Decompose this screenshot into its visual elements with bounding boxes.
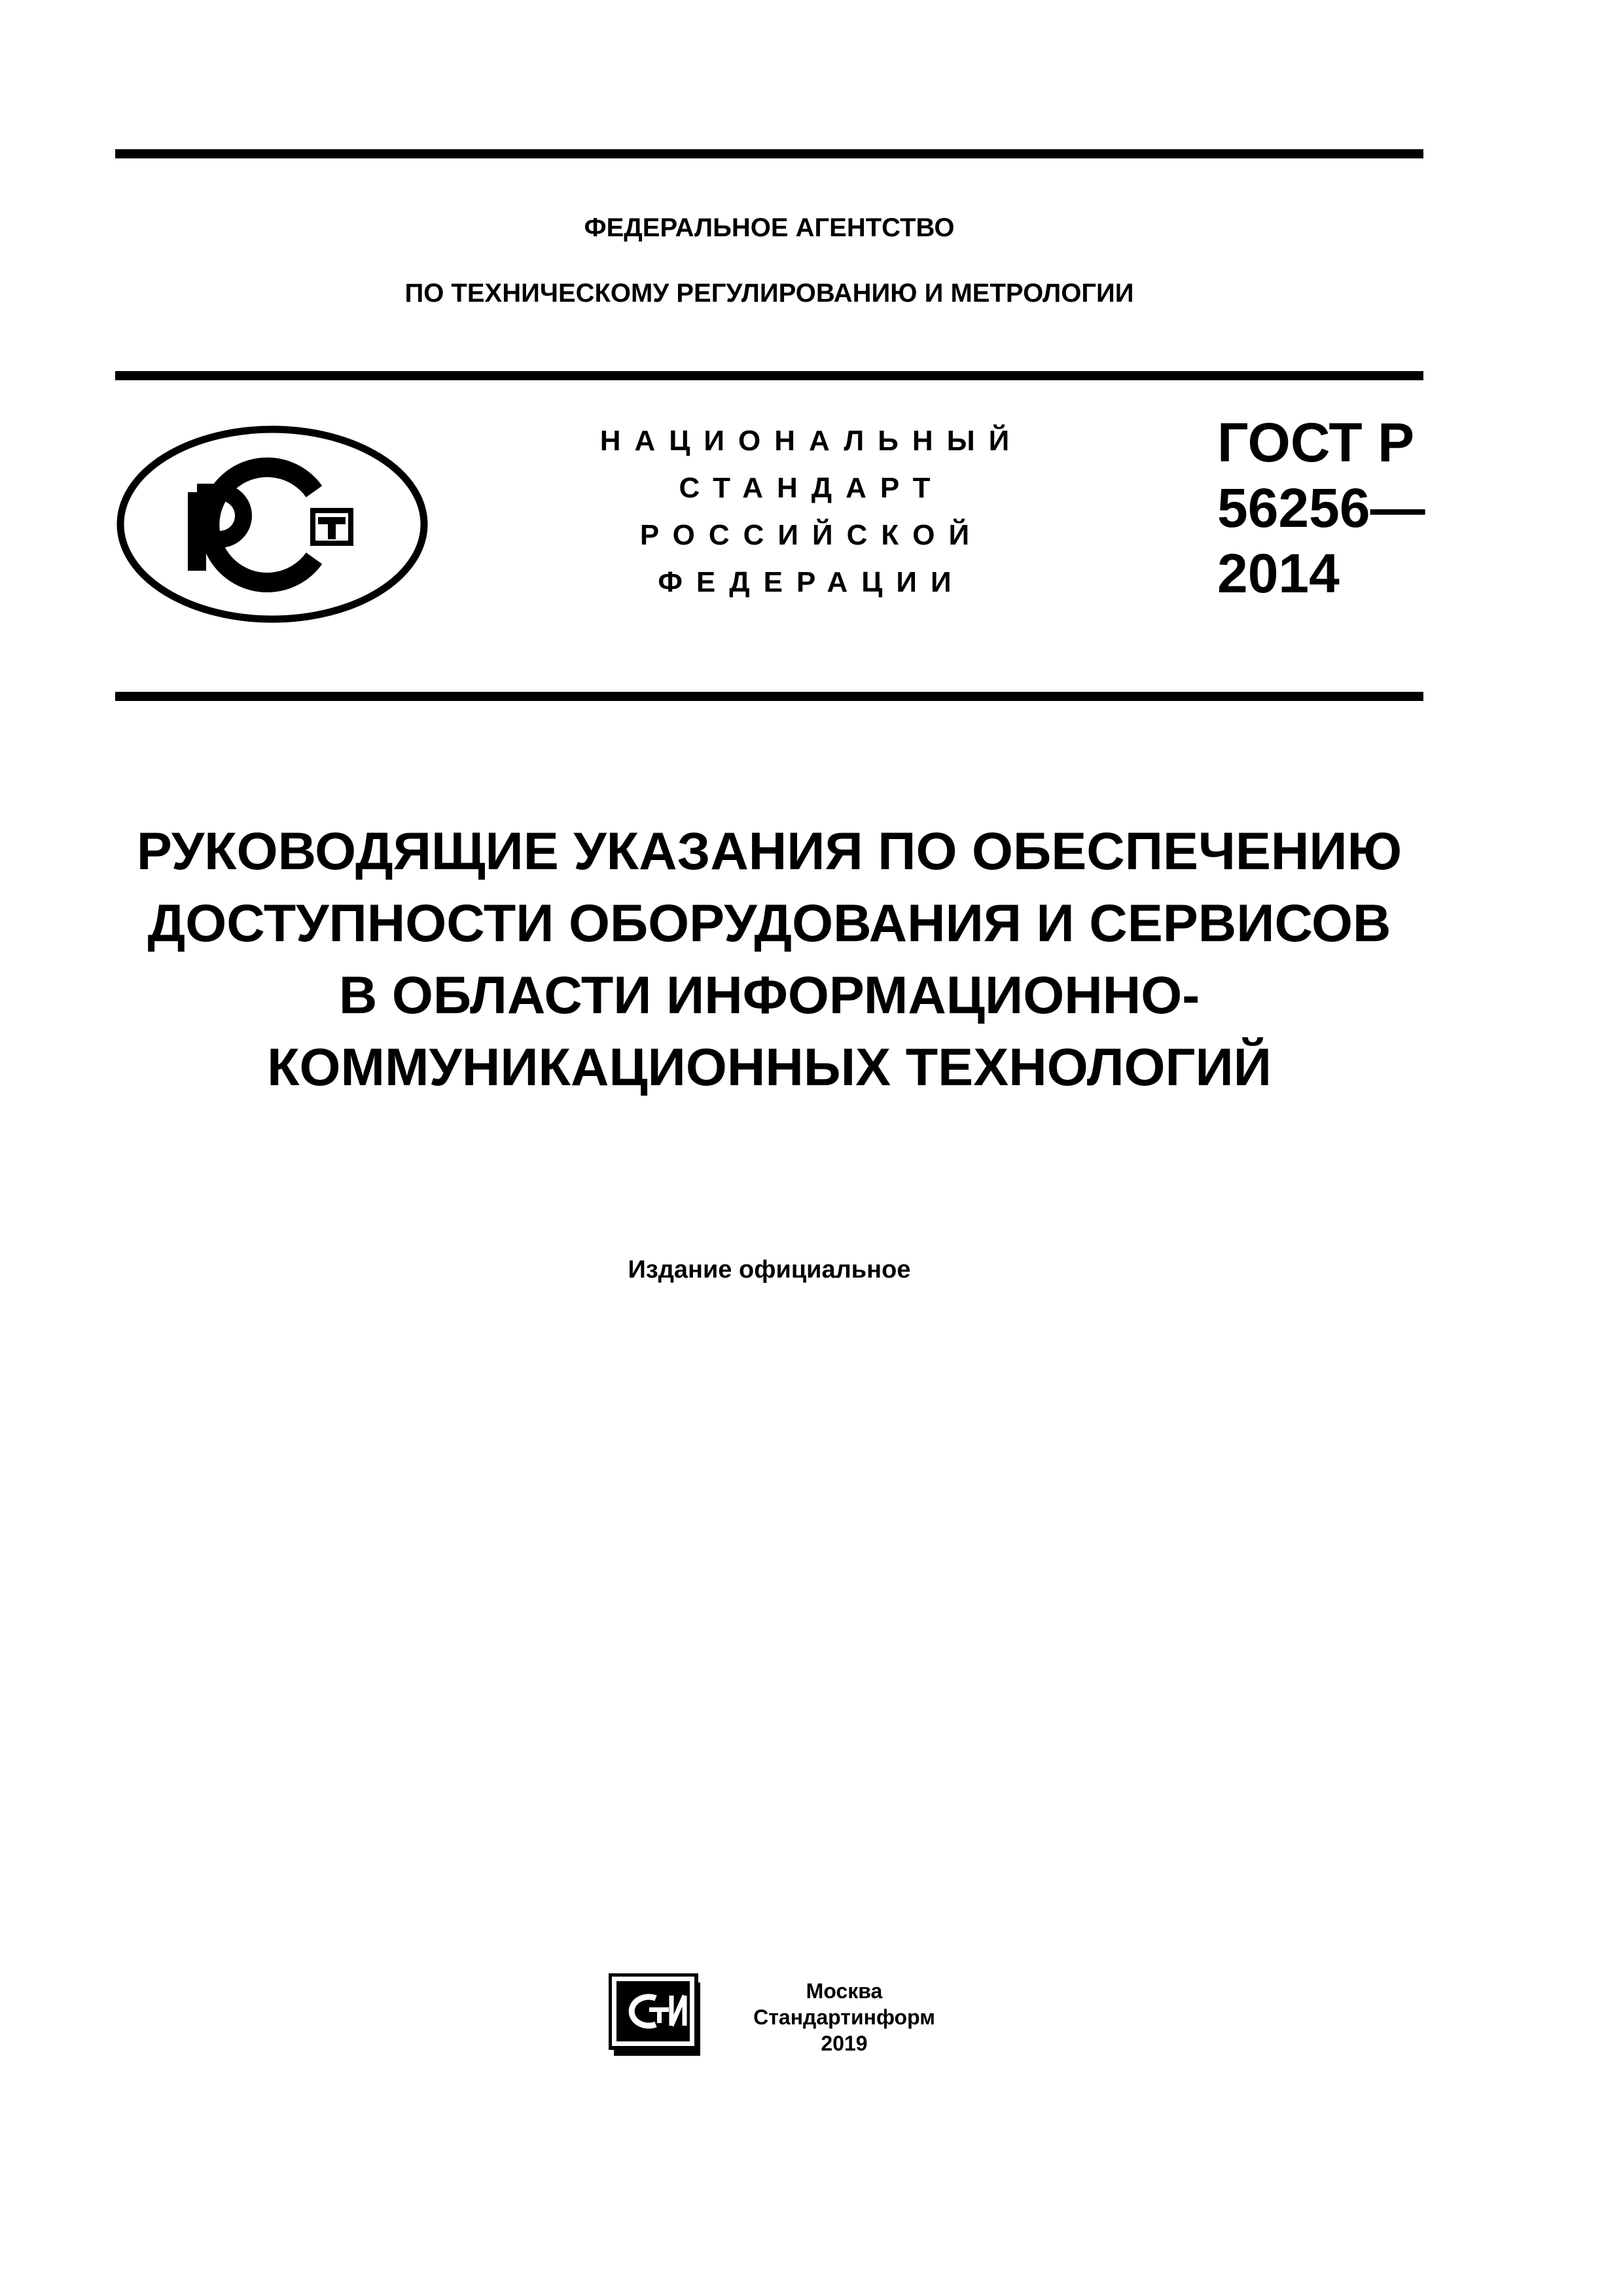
document-title [65, 816, 1473, 1103]
national-standard-line-2: СТАНДАРТ [679, 472, 944, 504]
designation-line-2: 56256— [1217, 477, 1425, 539]
national-standard-line-4: ФЕДЕРАЦИИ [658, 566, 965, 598]
top-rule [115, 149, 1423, 158]
publisher-block [720, 1978, 969, 2056]
national-standard-label [576, 418, 1047, 606]
title-line-4: КОММУНИКАЦИОННЫХ ТЕХНОЛОГИЙ [267, 1038, 1272, 1097]
header-rule [115, 371, 1423, 380]
rst-conformity-mark-icon [115, 423, 429, 625]
edition-label: Издание официальное [628, 1256, 911, 1283]
agency-name-line-1: ФЕДЕРАЛЬНОЕ АГЕНТСТВО [584, 213, 955, 242]
standard-designation [1217, 410, 1425, 606]
publisher-city: Москва [806, 1979, 883, 2003]
publication-year: 2019 [821, 2032, 868, 2055]
designation-line-1: ГОСТ Р [1217, 412, 1415, 473]
national-standard-line-1: НАЦИОНАЛЬНЫЙ [599, 425, 1024, 457]
title-line-2: ДОСТУПНОСТИ ОБОРУДОВАНИЯ И СЕРВИСОВ [147, 894, 1391, 953]
title-line-1: РУКОВОДЯЩИЕ УКАЗАНИЯ ПО ОБЕСПЕЧЕНИЮ [136, 822, 1402, 881]
title-block-rule [115, 692, 1423, 701]
national-standard-line-3: РОССИЙСКОЙ [639, 519, 984, 551]
designation-line-3: 2014 [1217, 543, 1340, 604]
standartinform-logo-icon [609, 1973, 705, 2058]
publisher-name: Стандартинформ [753, 2005, 935, 2029]
title-line-3: В ОБЛАСТИ ИНФОРМАЦИОННО- [338, 966, 1200, 1025]
agency-name-line-2: ПО ТЕХНИЧЕСКОМУ РЕГУЛИРОВАНИЮ И МЕТРОЛОГИИ [404, 279, 1134, 308]
